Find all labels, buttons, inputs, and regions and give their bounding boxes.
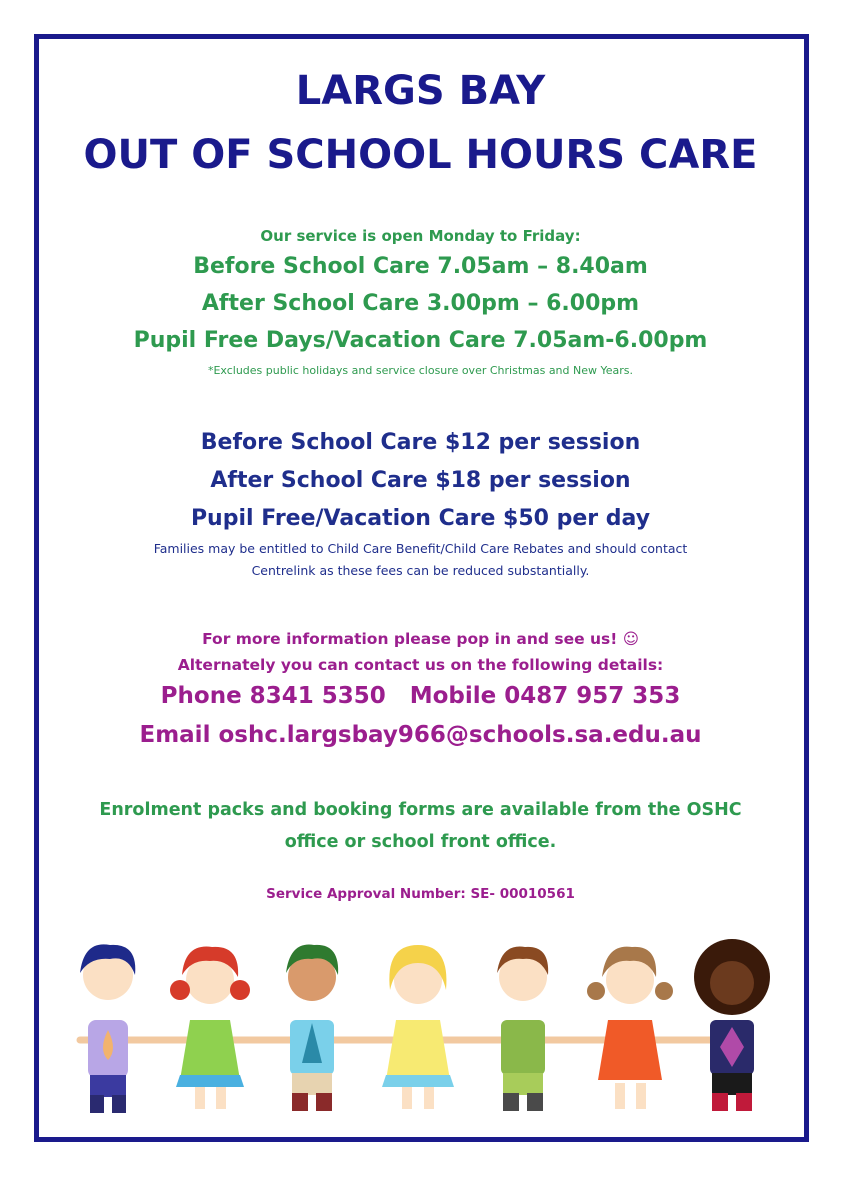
- child-figure: [382, 945, 454, 1109]
- child-figure: [694, 939, 770, 1111]
- children-holding-hands-illustration: [40, 935, 800, 1125]
- contact-line-1: For more information please pop in and see us! ☺: [202, 630, 639, 648]
- hours-vacation: Pupil Free Days/Vacation Care 7.05am-6.00pm: [133, 328, 708, 353]
- title-line-1: LARGS BAY: [295, 68, 546, 114]
- child-figure: [170, 947, 250, 1109]
- child-figure: [497, 947, 548, 1111]
- enrolment-line-1: Enrolment packs and booking forms are available from the OSHC: [99, 800, 742, 820]
- fee-vacation: Pupil Free/Vacation Care $50 per day: [190, 506, 651, 531]
- contact-line-2: Alternately you can contact us on the following details:: [177, 656, 664, 674]
- hours-after-school: After School Care 3.00pm – 6.00pm: [201, 291, 640, 316]
- title-line-2: OUT OF SCHOOL HOURS CARE: [83, 132, 758, 178]
- child-figure: [587, 947, 673, 1109]
- hours-note: *Excludes public holidays and service closure over Christmas and New Years.: [207, 364, 634, 377]
- contact-phone[interactable]: Phone 8341 5350 Mobile 0487 957 353: [160, 683, 681, 709]
- hours-intro: Our service is open Monday to Friday:: [260, 227, 581, 245]
- contact-email[interactable]: Email oshc.largsbay966@schools.sa.edu.au: [139, 722, 702, 748]
- child-figure: [286, 945, 338, 1111]
- fee-note-line-1: Families may be entitled to Child Care Benefit/Child Care Rebates and should contact: [153, 541, 688, 556]
- fee-after-school: After School Care $18 per session: [210, 468, 631, 493]
- enrolment-line-2: office or school front office.: [284, 832, 557, 852]
- fee-note-line-2: Centrelink as these fees can be reduced substantially.: [251, 563, 590, 578]
- fee-before-school: Before School Care $12 per session: [200, 430, 641, 455]
- child-figure: [80, 944, 135, 1113]
- hours-before-school: Before School Care 7.05am – 8.40am: [193, 254, 648, 279]
- service-approval-number: Service Approval Number: SE- 00010561: [266, 886, 575, 902]
